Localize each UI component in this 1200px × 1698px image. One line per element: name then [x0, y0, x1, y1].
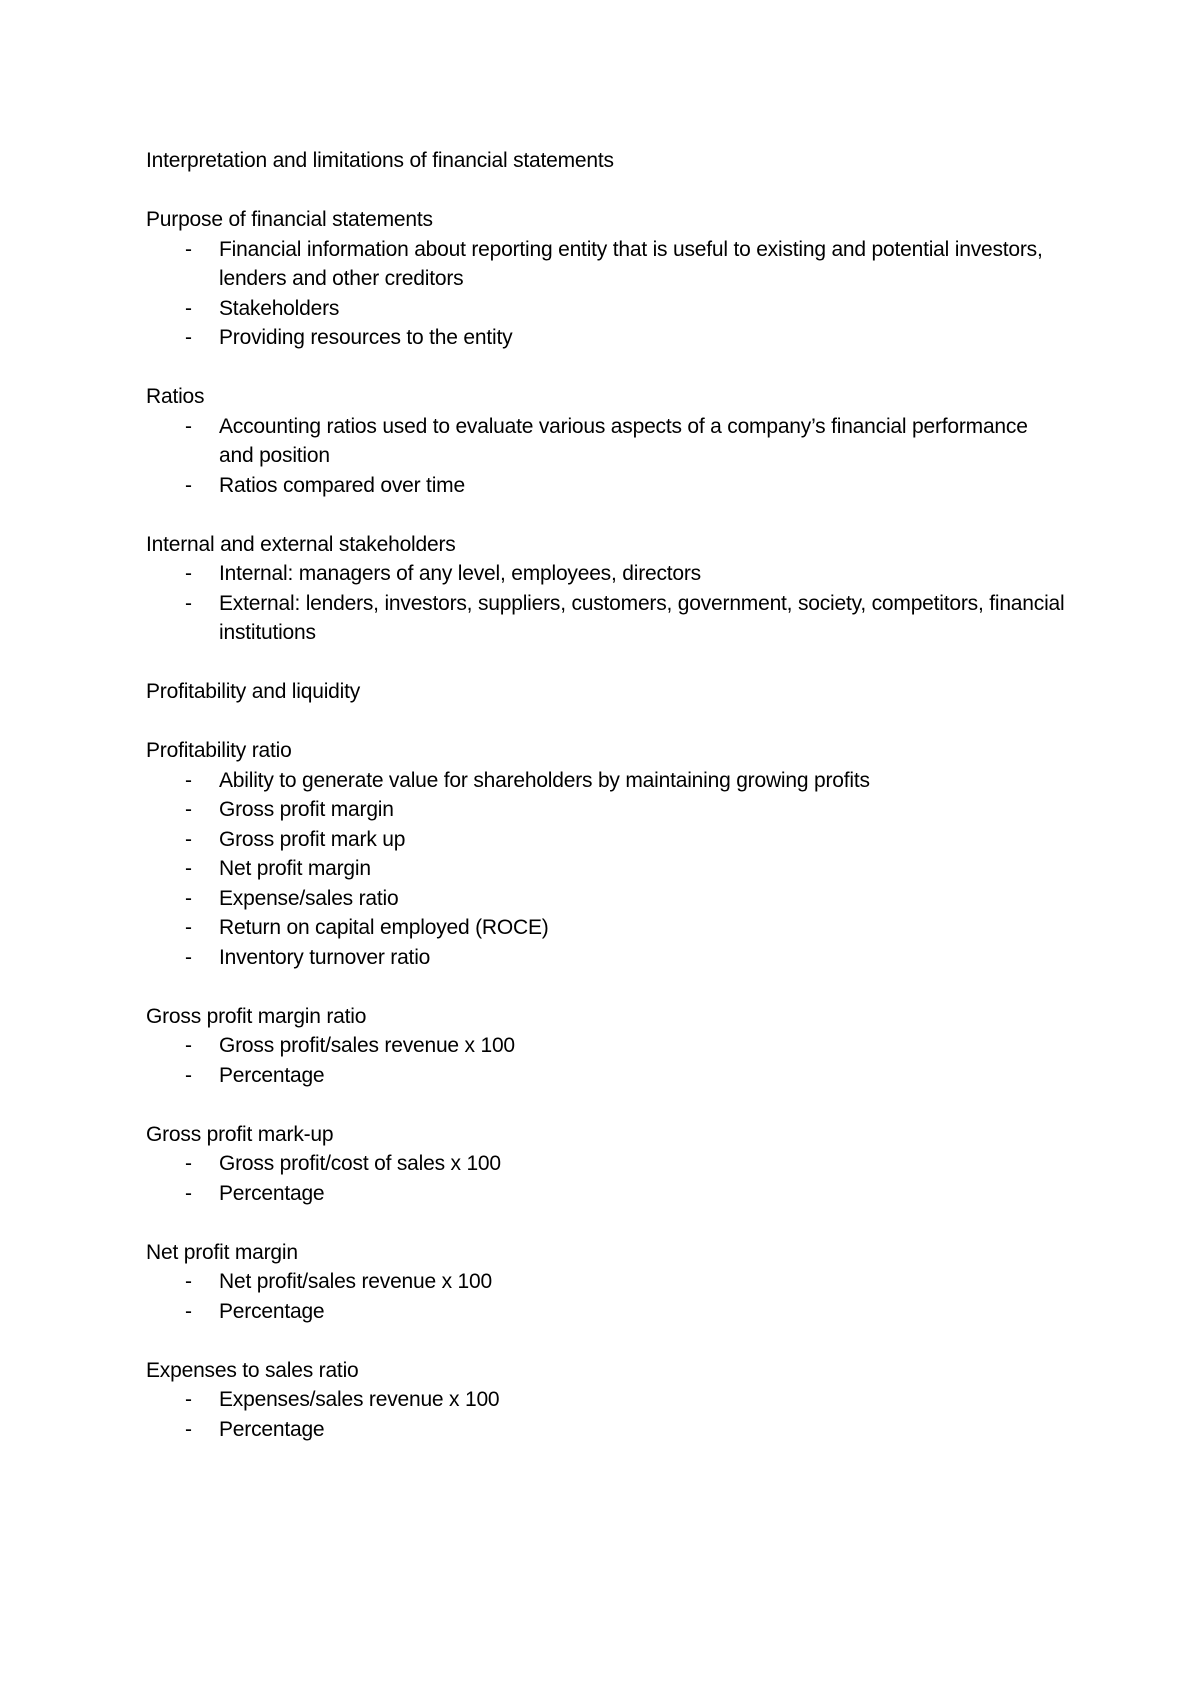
bullet-dash: - [185, 237, 192, 261]
list-item-text: Ratios compared over time [219, 473, 465, 497]
bullet-list [146, 559, 1066, 648]
section [146, 677, 1066, 707]
list-item [146, 1179, 1066, 1209]
list-item [146, 412, 1066, 471]
list-item-text: Gross profit mark up [219, 827, 406, 851]
list-item-text: Inventory turnover ratio [219, 945, 431, 969]
section-heading: Net profit margin [146, 1240, 298, 1264]
section-heading: Gross profit margin ratio [146, 1004, 367, 1028]
bullet-dash: - [185, 916, 192, 939]
document-content [146, 146, 1066, 1474]
list-item [146, 323, 1066, 353]
list-item [146, 1385, 1066, 1415]
section-heading: Internal and external stakeholders [146, 532, 456, 556]
list-item [146, 471, 1066, 501]
section-heading: Profitability ratio [146, 739, 292, 762]
list-item-text: Gross profit/cost of sales x 100 [219, 1152, 501, 1175]
list-item-text: Expense/sales ratio [219, 886, 399, 910]
bullet-list [146, 412, 1066, 501]
section-heading: Profitability and liquidity [146, 680, 361, 703]
list-item [146, 294, 1066, 324]
section-heading: Expenses to sales ratio [146, 1358, 359, 1382]
bullet-dash: - [185, 827, 192, 851]
list-item-text: Net profit margin [219, 857, 371, 880]
list-item-text: Internal: managers of any level, employees, directors [219, 562, 701, 585]
bullet-list [146, 1149, 1066, 1208]
section [146, 1238, 1066, 1327]
bullet-dash: - [185, 857, 192, 880]
list-item-text: Percentage [219, 1181, 325, 1205]
bullet-dash: - [185, 798, 192, 821]
bullet-dash: - [185, 326, 192, 349]
list-item [146, 589, 1066, 648]
section [146, 382, 1066, 500]
section-heading: Purpose of financial statements [146, 208, 433, 231]
bullet-dash: - [185, 1388, 192, 1411]
list-item [146, 795, 1066, 825]
list-item [146, 825, 1066, 855]
list-item [146, 1031, 1066, 1061]
bullet-dash: - [185, 296, 192, 320]
bullet-dash: - [185, 768, 192, 792]
list-item [146, 943, 1066, 973]
section [146, 530, 1066, 648]
bullet-dash: - [185, 1181, 192, 1205]
list-item-text: Accounting ratios used to evaluate various aspects of a company’s financial performance and position [219, 414, 1028, 467]
bullet-list [146, 1031, 1066, 1090]
list-item [146, 1149, 1066, 1179]
bullet-dash: - [185, 1270, 192, 1293]
bullet-dash: - [185, 473, 192, 497]
list-item-text: Gross profit/sales revenue x 100 [219, 1034, 515, 1057]
bullet-dash: - [185, 591, 192, 615]
list-item [146, 854, 1066, 884]
list-item-text: Percentage [219, 1417, 325, 1441]
list-item-text: Percentage [219, 1063, 325, 1087]
list-item-text: Return on capital employed (ROCE) [219, 916, 549, 939]
list-item-text: Percentage [219, 1299, 325, 1323]
list-item [146, 766, 1066, 796]
section [146, 1120, 1066, 1209]
list-item [146, 913, 1066, 943]
bullet-dash: - [185, 562, 192, 585]
list-item-text: Financial information about reporting entity that is useful to existing and potential investors, lenders and other creditors [219, 237, 1043, 290]
section [146, 1356, 1066, 1445]
bullet-dash: - [185, 1417, 192, 1441]
list-item [146, 1061, 1066, 1091]
list-item [146, 1297, 1066, 1327]
bullet-dash: - [185, 1063, 192, 1087]
bullet-dash: - [185, 945, 192, 969]
list-item [146, 559, 1066, 589]
list-item-text: Providing resources to the entity [219, 326, 513, 349]
bullet-dash: - [185, 414, 192, 438]
list-item [146, 235, 1066, 294]
bullet-list [146, 766, 1066, 973]
bullet-list [146, 235, 1066, 353]
bullet-dash: - [185, 1152, 192, 1175]
list-item-text: Net profit/sales revenue x 100 [219, 1270, 492, 1293]
list-item-text: Gross profit margin [219, 798, 394, 821]
bullet-dash: - [185, 1034, 192, 1057]
section-heading: Ratios [146, 385, 205, 408]
list-item-text: Stakeholders [219, 296, 340, 320]
list-item-text: External: lenders, investors, suppliers, customers, government, society, competitors, financial institutions [219, 591, 1065, 644]
bullet-dash: - [185, 886, 192, 910]
list-item-text: Ability to generate value for shareholders by maintaining growing profits [219, 768, 870, 792]
list-item [146, 1415, 1066, 1445]
section [146, 205, 1066, 353]
list-item [146, 884, 1066, 914]
list-item-text: Expenses/sales revenue x 100 [219, 1388, 500, 1411]
section [146, 1002, 1066, 1091]
bullet-dash: - [185, 1299, 192, 1323]
section-heading: Gross profit mark-up [146, 1122, 334, 1146]
list-item [146, 1267, 1066, 1297]
sections-container [146, 205, 1066, 1444]
section [146, 736, 1066, 972]
bullet-list [146, 1385, 1066, 1444]
document-title: Interpretation and limitations of financial statements [146, 149, 614, 172]
bullet-list [146, 1267, 1066, 1326]
